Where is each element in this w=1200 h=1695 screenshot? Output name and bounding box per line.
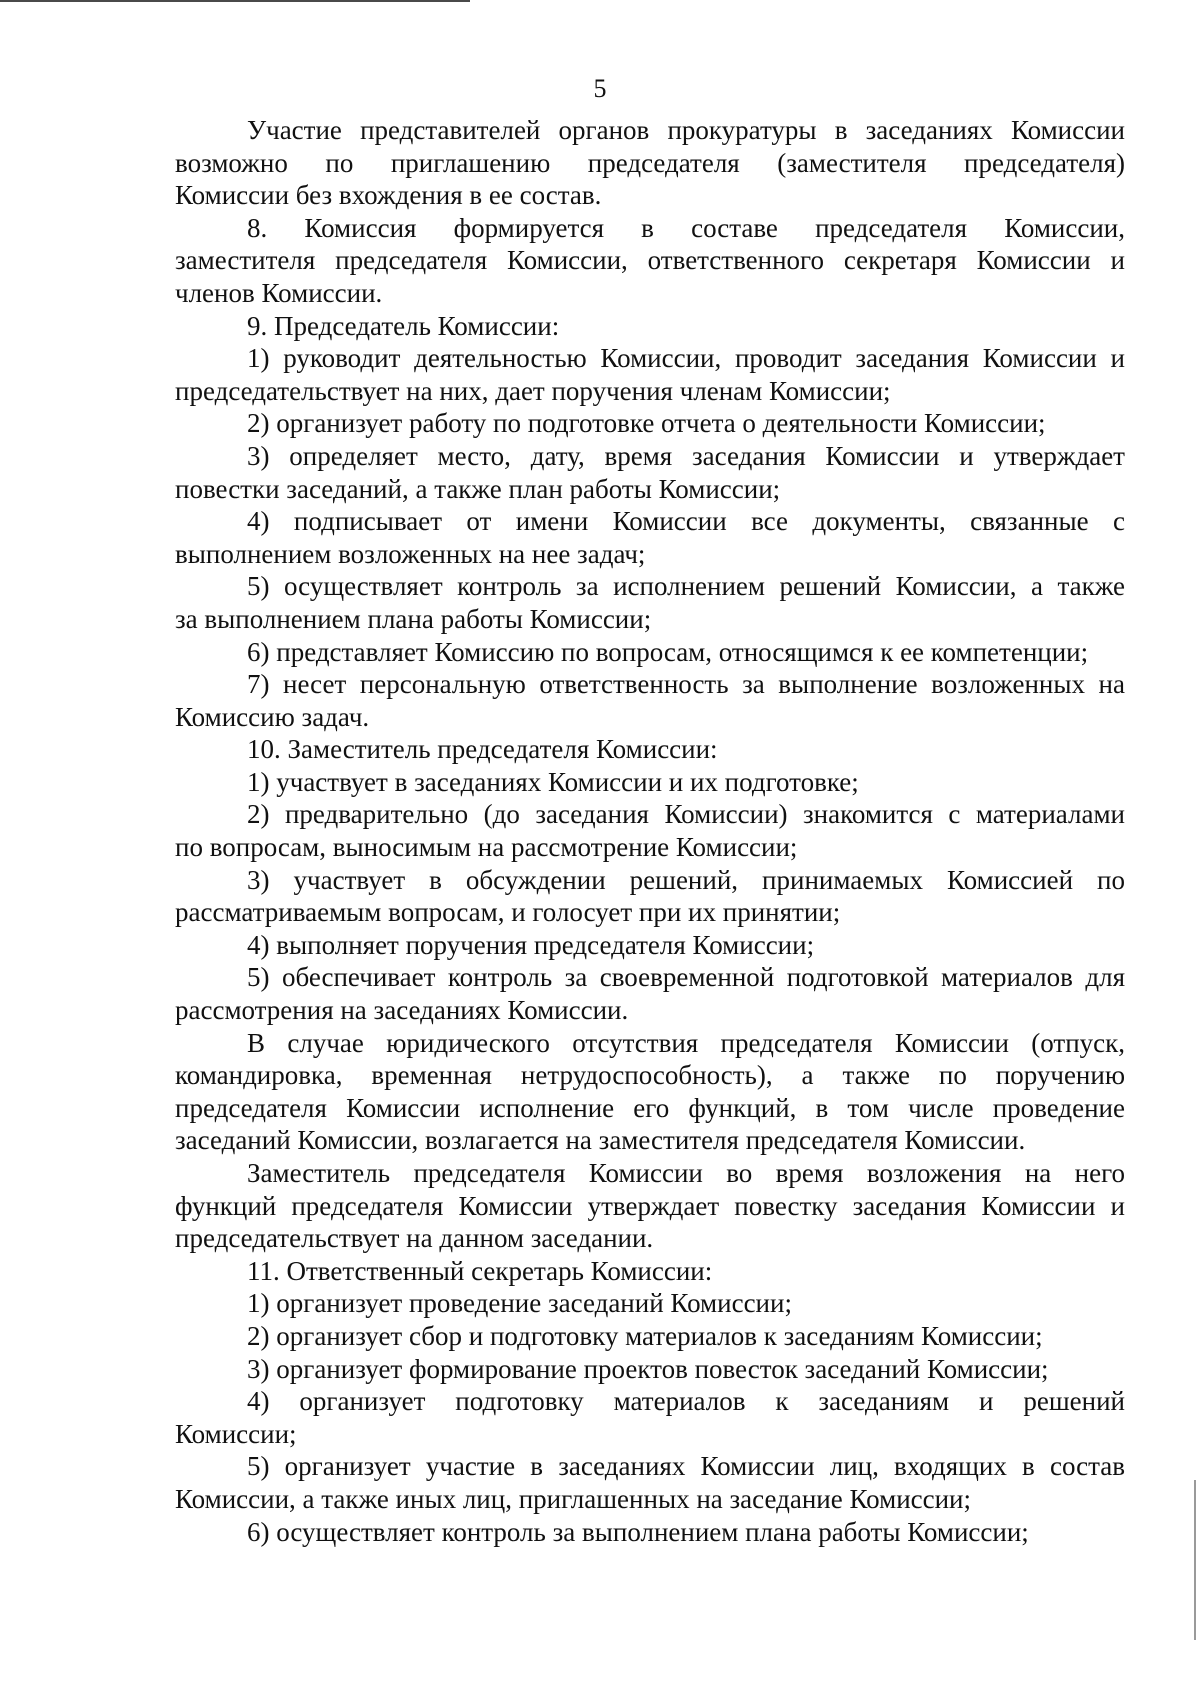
paragraph [175,1255,1125,1288]
paragraph-line: за выполнением плана работы Комиссии; [175,603,652,634]
paragraph-line: функций председателя Комиссии утверждает повестку заседания Комиссии и [175,1190,1125,1221]
paragraph-line: 6) представляет Комиссию по вопросам, относящимся к ее компетенции; [247,636,1089,667]
paragraph-line: 2) предварительно (до заседания Комиссии) знакомится с материалами [247,799,1125,830]
paragraph [175,114,1125,212]
paragraph [175,1516,1125,1549]
paragraph-line: 3) организует формирование проектов повесток заседаний Комиссии; [247,1353,1049,1384]
paragraph [175,1450,1125,1515]
paragraph-line: 5) обеспечивает контроль за своевременной подготовкой материалов для [247,962,1125,993]
paragraph [175,864,1125,929]
paragraph [175,570,1125,635]
paragraph-line: председательствует на них, дает поручения членам Комиссии; [175,375,891,406]
paragraph-line: выполнением возложенных на нее задач; [175,538,646,569]
paragraph [175,310,1125,343]
paragraph-line: 11. Ответственный секретарь Комиссии: [247,1255,713,1286]
paragraph-line: 2) организует сбор и подготовку материалов к заседаниям Комиссии; [247,1320,1043,1351]
paragraph-line: 4) выполняет поручения председателя Комиссии; [247,929,815,960]
paragraph-line: 3) участвует в обсуждении решений, принимаемых Комиссией по [247,864,1125,895]
paragraph-line: 1) руководит деятельностью Комиссии, проводит заседания Комиссии и [247,343,1125,374]
paragraph [175,798,1125,863]
scan-edge-right [1194,1480,1196,1640]
paragraph [175,1157,1125,1255]
paragraph [175,1385,1125,1450]
paragraph [175,440,1125,505]
paragraph-line: 10. Заместитель председателя Комиссии: [247,734,718,765]
paragraph [175,1287,1125,1320]
paragraph-line: по вопросам, выносимым на рассмотрение Комиссии; [175,832,798,863]
paragraph [175,1027,1125,1157]
scan-edge-top [0,0,470,2]
paragraph-line: Комиссии; [175,1418,297,1449]
paragraph [175,212,1125,310]
paragraph-line: 4) подписывает от имени Комиссии все документы, связанные с [247,506,1125,537]
paragraph-line: Комиссии без вхождения в ее состав. [175,180,602,211]
paragraph [175,961,1125,1026]
paragraph-line: 4) организует подготовку материалов к заседаниям и решений [247,1386,1125,1417]
page-number: 5 [593,74,607,103]
paragraph [175,668,1125,733]
paragraph-line: 8. Комиссия формируется в составе председателя Комиссии, [247,212,1125,243]
paragraph-line: 5) осуществляет контроль за исполнением решений Комиссии, а также [247,571,1125,602]
paragraph-line: 6) осуществляет контроль за выполнением плана работы Комиссии; [247,1516,1029,1547]
paragraph [175,733,1125,766]
paragraph [175,766,1125,799]
paragraph-line: повестки заседаний, а также план работы Комиссии; [175,473,781,504]
paragraph-line: Участие представителей органов прокуратуры в заседаниях Комиссии [247,115,1125,145]
paragraph [175,407,1125,440]
paragraph-line: 3) определяет место, дату, время заседания Комиссии и утверждает [247,440,1125,471]
document-body [175,114,1125,1548]
paragraph-line: возможно по приглашению председателя (заместителя председателя) [175,147,1125,178]
paragraph-line: Комиссию задач. [175,701,370,732]
paragraph-line: 5) организует участие в заседаниях Комиссии лиц, входящих в состав [247,1451,1125,1482]
paragraph-line: 1) участвует в заседаниях Комиссии и их подготовке; [247,766,859,797]
paragraph-line: рассмотрения на заседаниях Комиссии. [175,995,629,1026]
paragraph-line: 7) несет персональную ответственность за выполнение возложенных на [247,669,1125,700]
paragraph-line: Комиссии, а также иных лиц, приглашенных на заседание Комиссии; [175,1483,972,1514]
paragraph-line: 2) организует работу по подготовке отчета о деятельности Комиссии; [247,408,1046,439]
paragraph [175,636,1125,669]
paragraph-line: заседаний Комиссии, возлагается на заместителя председателя Комиссии. [175,1125,1026,1156]
paragraph-line: председательствует на данном заседании. [175,1223,654,1254]
paragraph [175,505,1125,570]
paragraph-line: 1) организует проведение заседаний Комиссии; [247,1288,792,1319]
paragraph-line: командировка, временная нетрудоспособность), а также по поручению [175,1060,1125,1091]
paragraph-line: 9. Председатель Комиссии: [247,310,560,341]
paragraph [175,1353,1125,1386]
paragraph-line: членов Комиссии. [175,277,383,308]
paragraph-line: председателя Комиссии исполнение его функций, в том числе проведение [175,1092,1125,1123]
paragraph-line: рассматриваемым вопросам, и голосует при их принятии; [175,897,841,928]
paragraph [175,1320,1125,1353]
paragraph-line: В случае юридического отсутствия председателя Комиссии (отпуск, [247,1027,1125,1058]
paragraph-line: заместителя председателя Комиссии, ответственного секретаря Комиссии и [175,245,1125,276]
paragraph-line: Заместитель председателя Комиссии во время возложения на него [247,1158,1125,1188]
paragraph [175,929,1125,962]
paragraph [175,342,1125,407]
